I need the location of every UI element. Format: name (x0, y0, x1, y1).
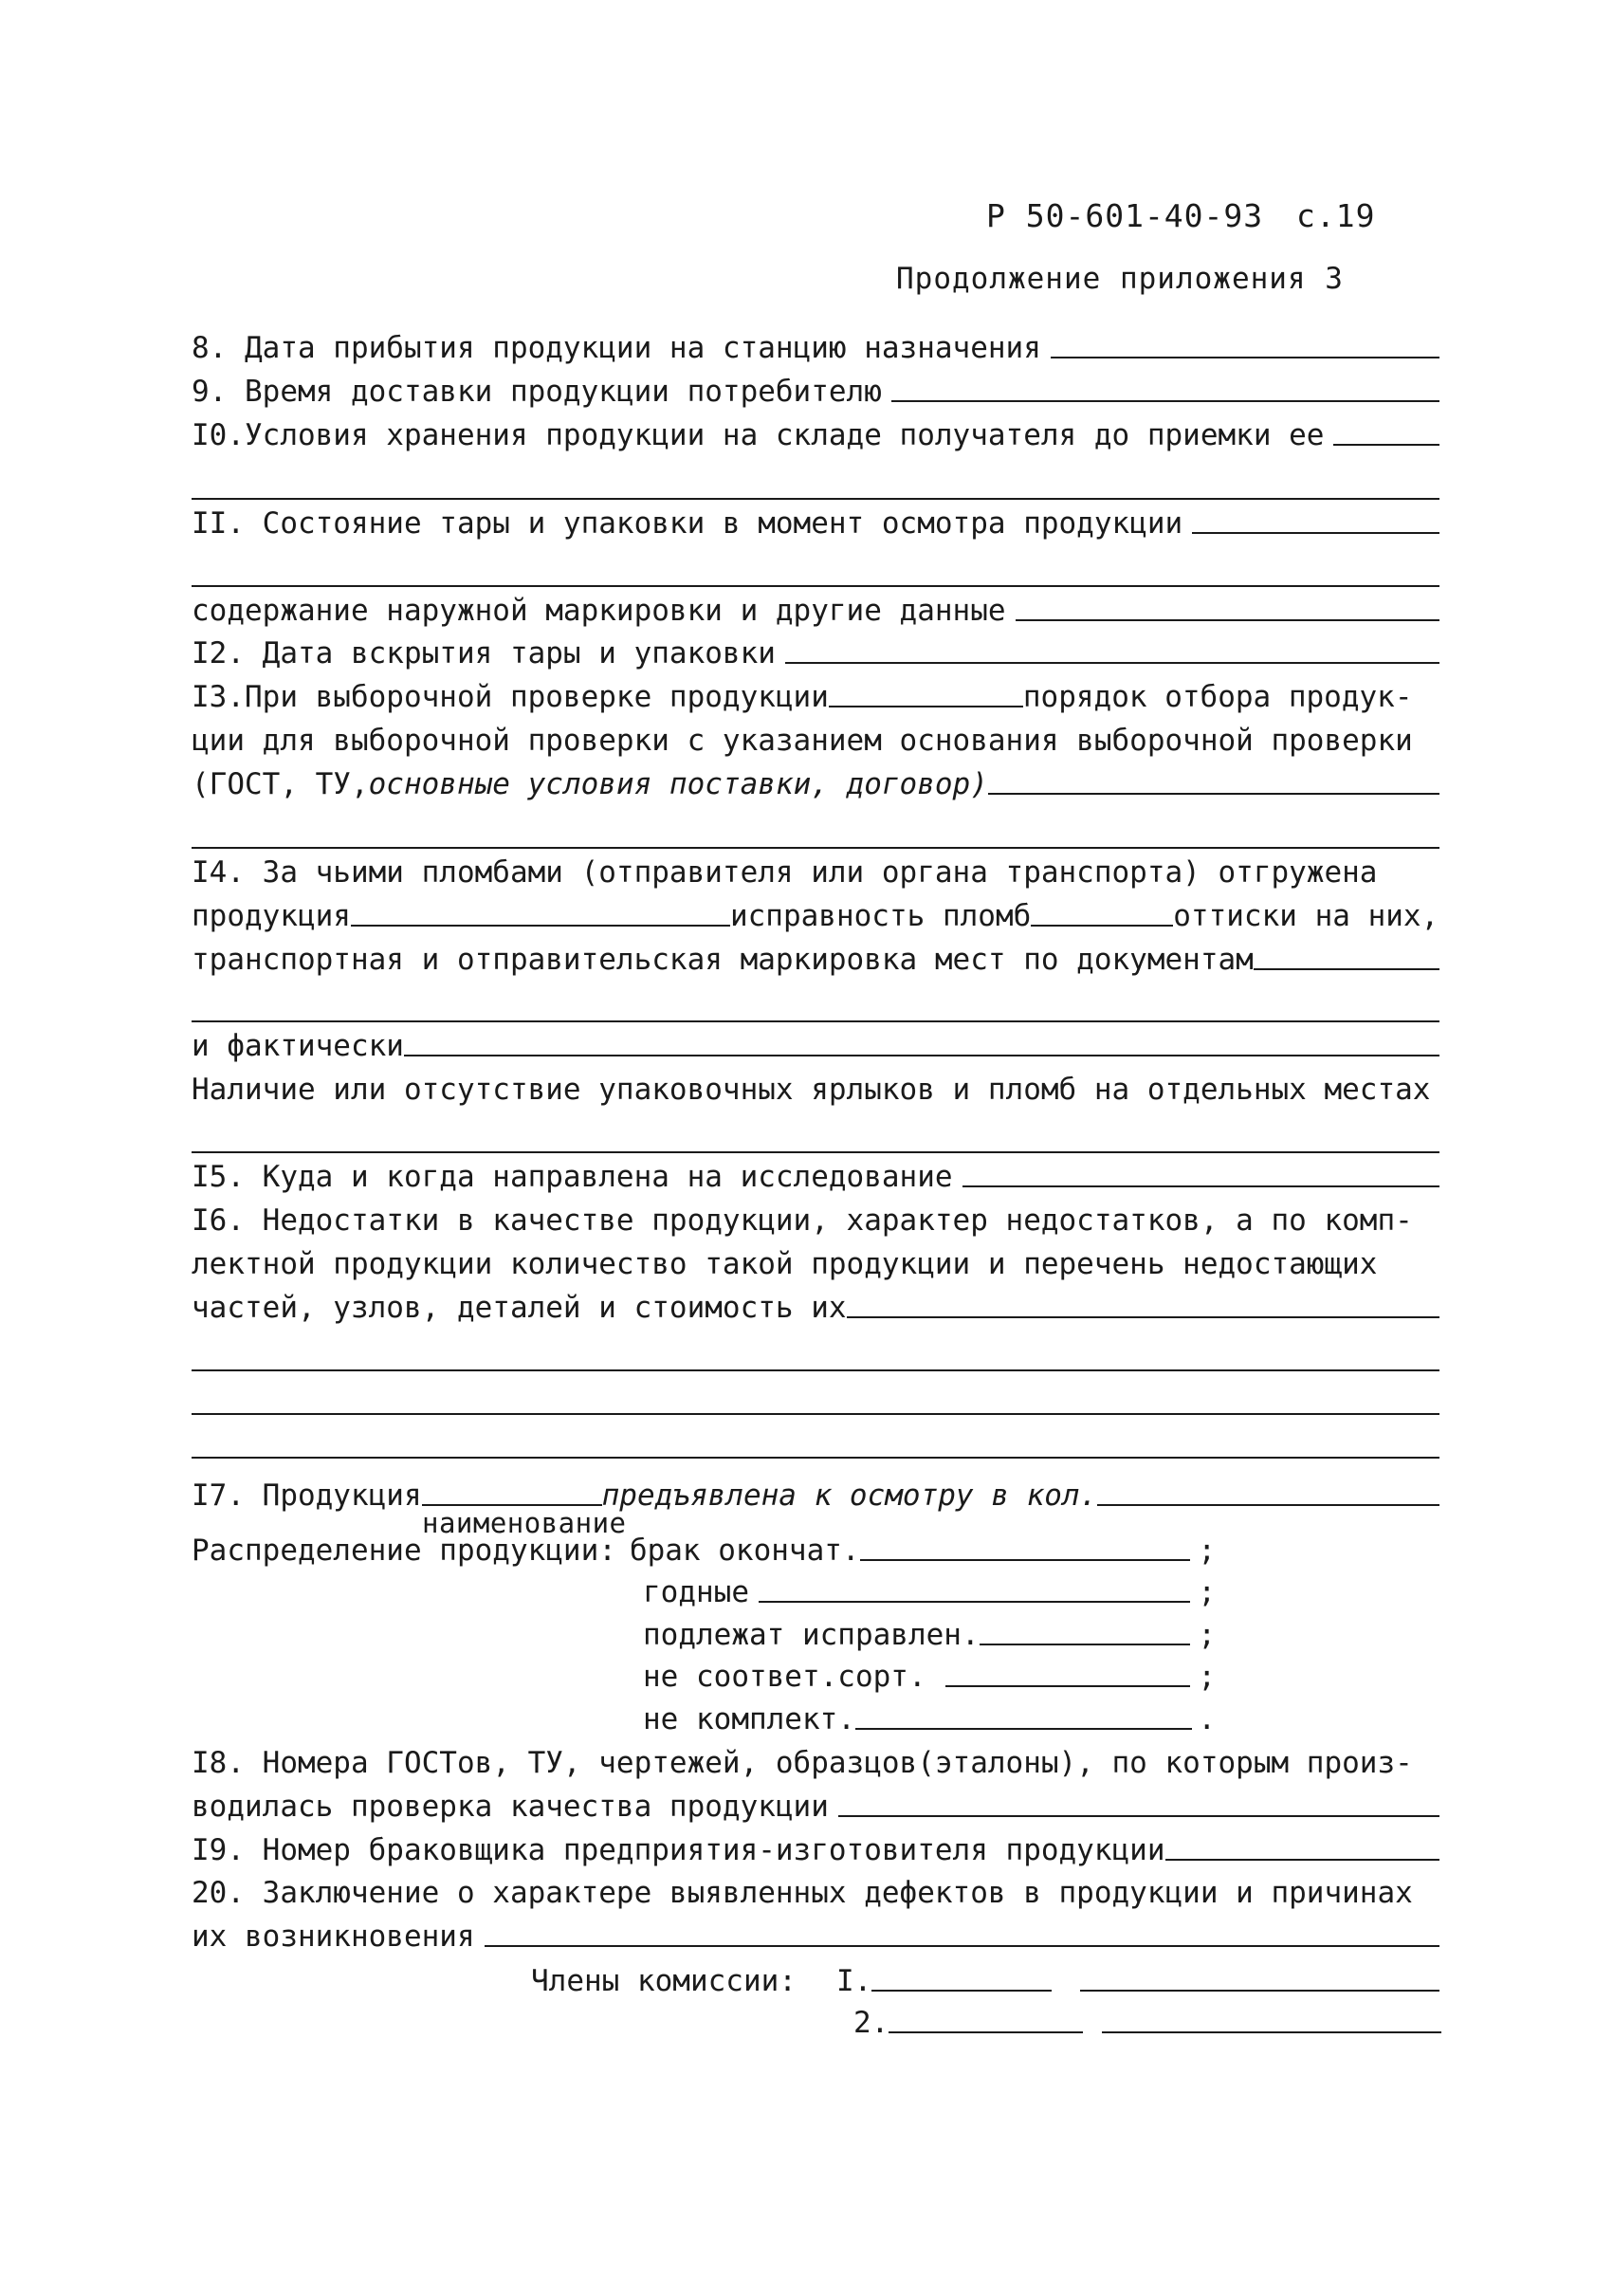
item-13-text-a: I3.При выборочной проверке продукции (192, 679, 829, 714)
document-code-header (986, 197, 1376, 234)
item-14-line-4 (192, 1020, 1439, 1062)
item-13-line-1 (192, 671, 1439, 713)
item-13-sampling-field[interactable] (829, 706, 1023, 707)
item-16-continuation-line-2[interactable] (192, 1413, 1439, 1415)
item-15-text: I5. Куда и когда направлена на исследование (192, 1159, 953, 1194)
item-17-text-b: предъявлена к осмотру в кол. (601, 1478, 1098, 1513)
item-19-line (192, 1825, 1439, 1866)
item-10-line (192, 410, 1439, 451)
item-13-line-3 (192, 759, 1439, 800)
dist-repair-field[interactable] (980, 1644, 1191, 1645)
item-17-product-name-field[interactable] (422, 1504, 602, 1506)
dist-good-field[interactable] (759, 1601, 1190, 1603)
distribution-row-2 (643, 1567, 1216, 1608)
item-14-text-d: и фактически (192, 1028, 404, 1063)
item-14-text-b1: продукция (192, 898, 351, 933)
item-18-field[interactable] (838, 1815, 1439, 1817)
item-11-text: II. Состояние тары и упаковки в момент осмотра продукции (192, 505, 1183, 541)
item-13-text-c: ции для выборочной проверки с указанием основания выборочной проверки (192, 723, 1413, 758)
item-14-doc-marking-field[interactable] (1254, 968, 1439, 970)
item-11-line (192, 498, 1439, 540)
page-number: с.19 (1296, 197, 1376, 234)
item-14-text-b3: оттиски на них, (1173, 898, 1439, 933)
item-12-field[interactable] (785, 662, 1439, 664)
item-14-text-e: Наличие или отсутствие упаковочных ярлыков и пломб на отдельных местах (192, 1072, 1431, 1107)
distribution-row-5 (643, 1694, 1216, 1736)
distribution-row-3 (643, 1609, 1216, 1651)
item-17-name-caption: наименование (422, 1507, 627, 1539)
item-18-line-2 (192, 1781, 1439, 1823)
dist-defect-end: ; (1198, 1533, 1216, 1568)
dist-defect-field[interactable] (860, 1559, 1191, 1561)
item-14-line-1 (192, 847, 1439, 889)
item-14-line-5 (192, 1064, 1439, 1106)
item-12-line (192, 628, 1439, 670)
item-17-quantity-field[interactable] (1097, 1504, 1439, 1506)
item-11-field[interactable] (1192, 532, 1439, 534)
item-9-line (192, 366, 1439, 408)
item-20-line-1 (192, 1867, 1439, 1909)
item-9-field[interactable] (891, 400, 1439, 402)
continuation-label: Продолжение приложения 3 (896, 262, 1344, 296)
doc-code: Р 50-601-40-93 (986, 197, 1264, 234)
item-12-text: I2. Дата вскрытия тары и упаковки (192, 635, 776, 670)
item-16-line-3 (192, 1282, 1439, 1324)
commission-row-2 (853, 1997, 1441, 2039)
item-13-line-2 (192, 715, 1439, 757)
item-16-line-1 (192, 1195, 1439, 1237)
dist-grade-end: ; (1198, 1659, 1216, 1694)
dist-incomplete-end: . (1198, 1701, 1216, 1736)
item-18-line-1 (192, 1737, 1439, 1779)
item-20-text-b: их возникновения (192, 1919, 475, 1954)
distribution-row-1 (192, 1525, 1216, 1567)
dist-defect-label: брак окончат. (629, 1533, 860, 1568)
dist-grade-label: не соответ.сорт. (643, 1659, 926, 1694)
item-11-marking-line (192, 585, 1439, 627)
item-14-text-b2: исправность пломб (729, 898, 1032, 933)
member-2-number: 2. (853, 2005, 889, 2040)
item-16-continuation-line-1[interactable] (192, 1369, 1439, 1371)
item-16-field[interactable] (847, 1316, 1439, 1318)
item-10-field[interactable] (1333, 444, 1439, 446)
item-14-text-a: I4. За чьими пломбами (отправителя или органа транспорта) отгружена (192, 854, 1378, 890)
item-20-text-a: 20. Заключение о характере выявленных дефектов в продукции и причинах (192, 1875, 1413, 1910)
item-14-seal-integrity-field[interactable] (1031, 925, 1173, 927)
item-18-text-b: водилась проверка качества продукции (192, 1789, 829, 1824)
item-16-text-a: I6. Недостатки в качестве продукции, характер недостатков, а по комп- (192, 1203, 1413, 1238)
item-19-field[interactable] (1165, 1859, 1440, 1861)
item-20-field[interactable] (485, 1945, 1439, 1947)
item-11-marking-text: содержание наружной маркировки и другие данные (192, 593, 1006, 628)
item-16-continuation-line-3[interactable] (192, 1457, 1439, 1459)
item-17-line (192, 1470, 1439, 1512)
item-14-line-2 (192, 891, 1439, 932)
item-8-field[interactable] (1051, 357, 1439, 358)
item-14-seals-field[interactable] (351, 925, 730, 927)
dist-incomplete-label: не комплект. (643, 1701, 855, 1736)
dist-repair-label: подлежат исправлен. (643, 1617, 980, 1652)
item-19-text: I9. Номер браковщика предприятия-изготовителя продукции (192, 1832, 1165, 1867)
dist-good-label: годные (643, 1574, 749, 1609)
item-13-text-d1: (ГОСТ, ТУ, (192, 766, 369, 801)
item-8-text: 8. Дата прибытия продукции на станцию назначения (192, 330, 1041, 365)
item-11-marking-field[interactable] (1016, 619, 1439, 621)
item-18-text-a: I8. Номера ГОСТов, ТУ, чертежей, образцов(эталоны), по которым произ- (192, 1745, 1413, 1780)
item-14-actual-field[interactable] (404, 1055, 1439, 1056)
item-13-text-d2: основные условия поставки, договор) (368, 766, 988, 801)
dist-repair-end: ; (1198, 1617, 1216, 1652)
distribution-row-4 (643, 1651, 1216, 1693)
item-16-text-c: частей, узлов, деталей и стоимость их (192, 1290, 847, 1325)
member-1-number: I. (835, 1963, 872, 1998)
item-14-line-3 (192, 934, 1439, 976)
item-17-text-a: I7. Продукция (192, 1478, 422, 1513)
dist-good-end: ; (1198, 1574, 1216, 1609)
item-13-basis-field[interactable] (988, 793, 1439, 795)
item-15-field[interactable] (962, 1185, 1439, 1187)
member-1-signature-field[interactable] (1080, 1990, 1439, 1992)
item-13-text-b: порядок отбора продук- (1022, 679, 1413, 714)
item-20-line-2 (192, 1911, 1439, 1953)
dist-incomplete-field[interactable] (855, 1728, 1192, 1730)
member-2-signature-field[interactable] (1102, 2031, 1441, 2033)
item-16-text-b: лектной продукции количество такой продукции и перечень недостающих (192, 1246, 1378, 1281)
item-9-text: 9. Время доставки продукции потребителю (192, 374, 882, 409)
commission-row-1 (531, 1956, 1439, 1997)
member-2-position-field[interactable] (889, 2031, 1083, 2033)
item-15-line (192, 1151, 1439, 1193)
dist-grade-field[interactable] (945, 1685, 1191, 1687)
member-1-position-field[interactable] (871, 1990, 1052, 1992)
commission-label: Члены комиссии: (531, 1963, 797, 1998)
item-8-line (192, 322, 1439, 364)
item-16-line-2 (192, 1239, 1439, 1280)
distribution-label: Распределение продукции: (192, 1533, 616, 1568)
item-10-text: I0.Условия хранения продукции на складе получателя до приемки ее (192, 417, 1325, 452)
item-14-text-c: транспортная и отправительская маркировка мест по документам (192, 942, 1254, 977)
